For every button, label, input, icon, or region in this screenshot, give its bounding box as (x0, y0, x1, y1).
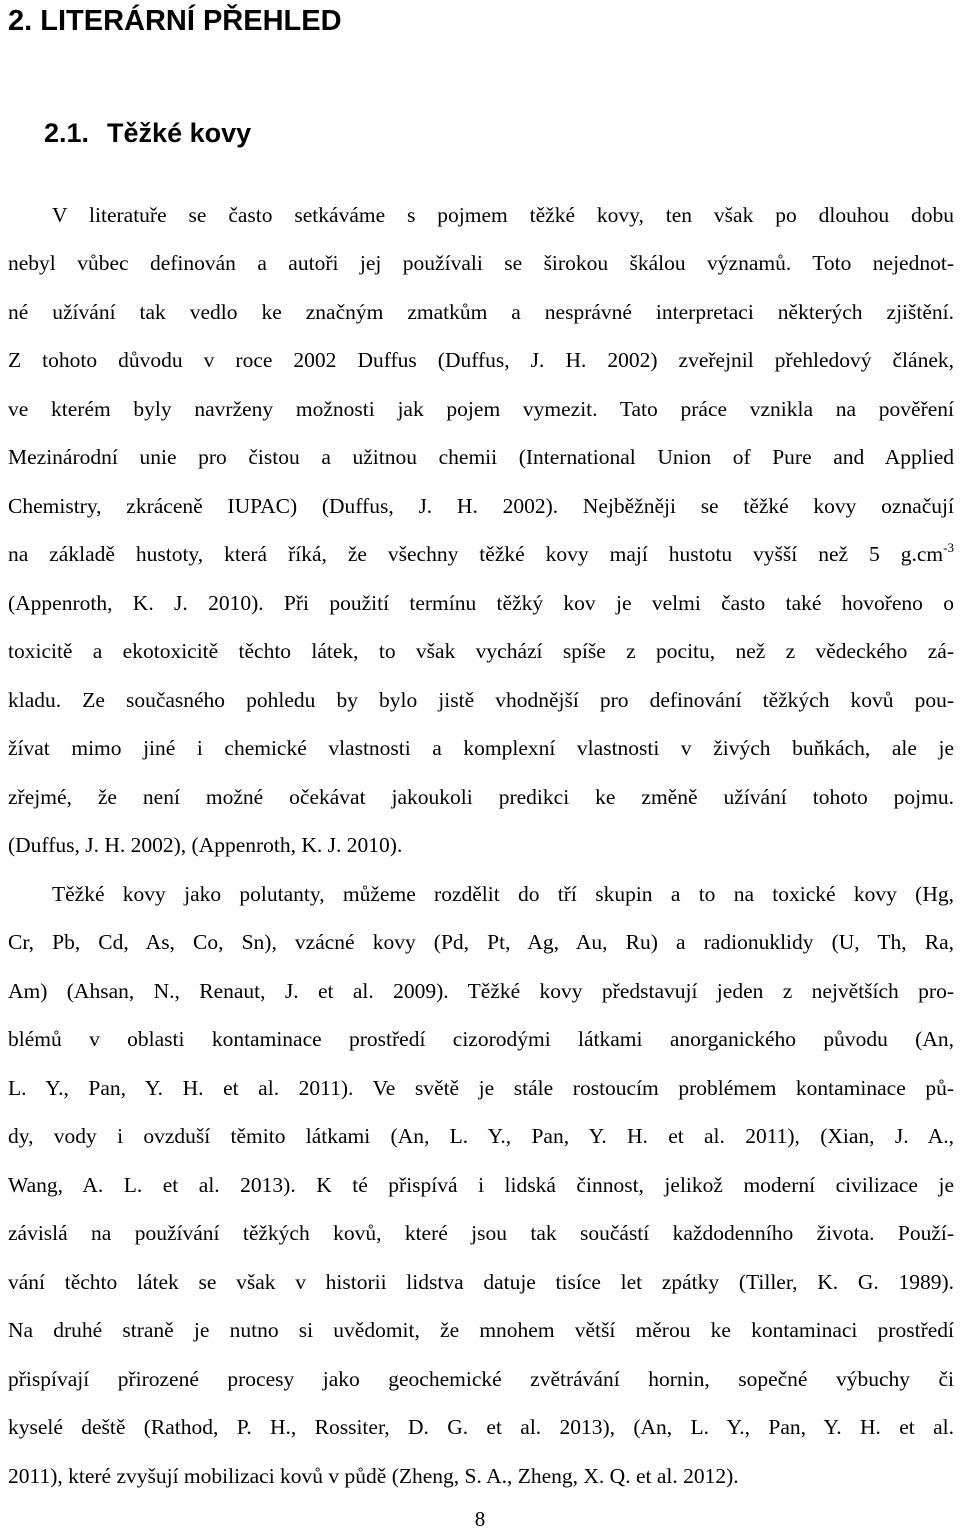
text-line: nebyl vůbec definován a autoři jej používali se širokou škálou významů. Toto nejednot- (8, 251, 954, 275)
text-line: dy, vody i ovzduší těmito látkami (An, L. Y., Pan, Y. H. et al. 2011), (Xian, J. A., (8, 1124, 954, 1148)
section-heading (44, 113, 251, 153)
text-line: Těžké kovy jako polutanty, můžeme rozdělit do tří skupin a to na toxické kovy (Hg, (52, 882, 954, 906)
text-line: Chemistry, zkráceně IUPAC) (Duffus, J. H. 2002). Nejběžněji se těžké kovy označují (8, 494, 954, 518)
text-line: Na druhé straně je nutno si uvědomit, že mnohem větší měrou ke kontaminaci prostředí (8, 1318, 954, 1342)
text-line: závislá na používání těžkých kovů, které jsou tak součástí každodenního života. Použí- (8, 1221, 954, 1245)
text-line: žívat mimo jiné i chemické vlastnosti a komplexní vlastnosti v živých buňkách, ale je (8, 736, 954, 760)
text-line: vání těchto látek se však v historii lidstva datuje tisíce let zpátky (Tiller, K. G. 1989). (8, 1270, 954, 1294)
text-line: 2011), které zvyšují mobilizaci kovů v půdě (Zheng, S. A., Zheng, X. Q. et al. 2012). (8, 1464, 739, 1488)
text-line: (Appenroth, K. J. 2010). Při použití termínu těžký kov je velmi často také hovořeno o (8, 591, 954, 615)
text-line: blémů v oblasti kontaminace prostředí cizorodými látkami anorganického původu (An, (8, 1027, 954, 1051)
text-line: L. Y., Pan, Y. H. et al. 2011). Ve světě je stále rostoucím problémem kontaminace pů- (8, 1076, 954, 1100)
text-line (8, 536, 954, 572)
text-line: Wang, A. L. et al. 2013). K té přispívá i lidská činnost, jelikož moderní civilizace je (8, 1173, 954, 1197)
text-line: Z tohoto důvodu v roce 2002 Duffus (Duffus, J. H. 2002) zveřejnil přehledový článek, (8, 348, 954, 372)
text-line: kladu. Ze současného pohledu by bylo jistě vhodnější pro definování těžkých kovů pou- (8, 688, 954, 712)
text-line: Cr, Pb, Cd, As, Co, Sn), vzácné kovy (Pd, Pt, Ag, Au, Ru) a radionuklidy (U, Th, Ra, (8, 930, 954, 954)
text-line: né užívání tak vedlo ke značným zmatkům a nesprávné interpretaci některých zjištění. (8, 300, 954, 324)
text-line: kyselé deště (Rathod, P. H., Rossiter, D. G. et al. 2013), (An, L. Y., Pan, Y. H. et al. (8, 1415, 954, 1439)
page-number: 8 (474, 1507, 486, 1531)
density-definition-text: na základě hustoty, která říká, že všechny těžké kovy mají hustotu vyšší než 5 g.cm (8, 542, 944, 566)
text-line: toxicitě a ekotoxicitě těchto látek, to však vychází spíše z pocitu, než z vědeckého zá- (8, 639, 954, 663)
chapter-heading: 2. LITERÁRNÍ PŘEHLED (8, 5, 342, 37)
text-line: zřejmé, že není možné očekávat jakoukoli predikci ke změně užívání tohoto pojmu. (8, 785, 954, 809)
density-exponent: -3 (943, 540, 954, 555)
text-line: Am) (Ahsan, N., Renaut, J. et al. 2009). Těžké kovy představují jeden z největších pro- (8, 979, 954, 1003)
text-line: (Duffus, J. H. 2002), (Appenroth, K. J. 2010). (8, 833, 403, 857)
section-number: 2.1. (44, 118, 90, 148)
text-line: přispívají přirozené procesy jako geochemické zvětrávání hornin, sopečné výbuchy či (8, 1367, 954, 1391)
text-line: ve kterém byly navrženy možnosti jak pojem vymezit. Tato práce vznikla na pověření (8, 397, 954, 421)
text-line: Mezinárodní unie pro čistou a užitnou chemii (International Union of Pure and Applied (8, 445, 954, 469)
section-title: Těžké kovy (107, 118, 252, 148)
text-line: V literatuře se často setkáváme s pojmem těžké kovy, ten však po dlouhou dobu (52, 203, 954, 227)
